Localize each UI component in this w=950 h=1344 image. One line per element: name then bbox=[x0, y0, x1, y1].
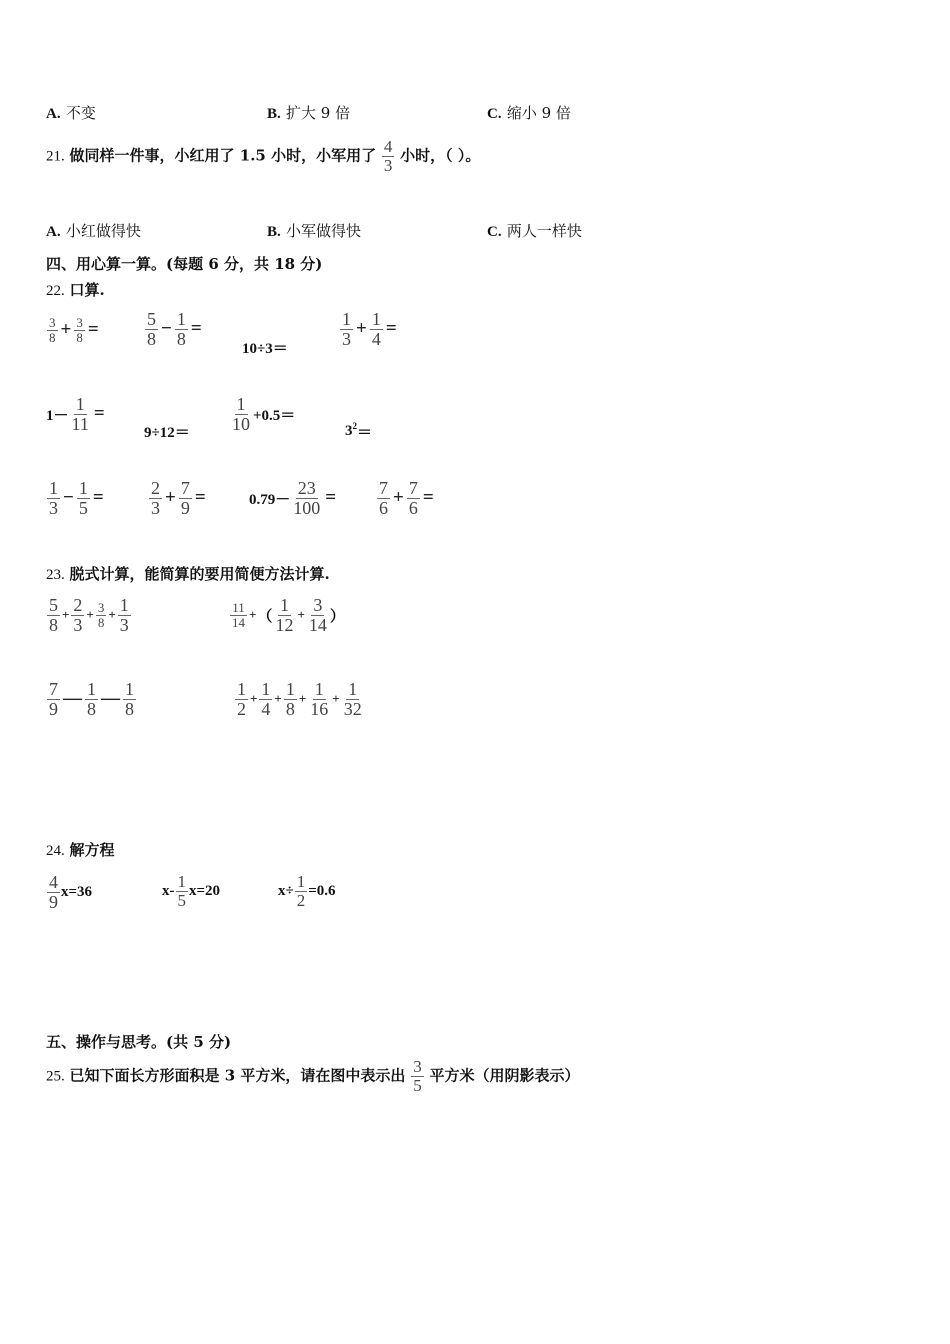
option-text: 不变 bbox=[65, 104, 96, 122]
q21-option-c bbox=[487, 220, 582, 241]
option-text: 小军做得快 bbox=[286, 222, 362, 240]
option-text: 两人一样快 bbox=[506, 222, 582, 240]
question-number: 21. bbox=[46, 148, 65, 165]
option-text: 小红做得快 bbox=[65, 222, 141, 240]
question-text: 做同样一件事，小红用了 1.5 小时，小军用了 bbox=[69, 146, 377, 165]
q22-expr-1: $\frac{3}{8}$ + $\frac{3}{8}$ = bbox=[49, 315, 99, 345]
q22-expr-10: $\frac{2}{3}$ + $\frac{7}{9}$ = bbox=[151, 478, 206, 518]
q20-option-b bbox=[267, 102, 350, 123]
q21-option-a bbox=[46, 220, 141, 241]
q22-expr-6: 9÷12＝ bbox=[144, 425, 190, 441]
question-24 bbox=[46, 840, 115, 861]
q21-option-b bbox=[267, 220, 361, 241]
q24-equation-3: x÷ $\frac{1}{2}$ =0.6 bbox=[278, 872, 336, 910]
question-number: 23. bbox=[46, 567, 65, 583]
q23-expr-4: $\frac{1}{2}$ + $\frac{1}{4}$ + $\frac{1}{8}$ + $\frac{1}{16}$ + $\frac{1}{32}$ bbox=[237, 679, 362, 719]
question-title: 脱式计算，能简算的要用简便方法计算. bbox=[69, 565, 330, 583]
question-number: 25. bbox=[46, 1068, 65, 1085]
fraction: $\frac{4}{3}$ bbox=[383, 137, 393, 175]
question-25 bbox=[46, 1058, 580, 1095]
section-5-title: 五、操作与思考。(共 5 分) bbox=[46, 1033, 232, 1051]
option-text: 缩小 9 倍 bbox=[506, 104, 571, 122]
option-text: 扩大 9 倍 bbox=[286, 104, 351, 122]
question-text: 已知下面长方形面积是 3 平方米，请在图中表示出 bbox=[69, 1066, 406, 1085]
q22-expr-4: $\frac{1}{3}$ + $\frac{1}{4}$ = bbox=[342, 309, 397, 349]
question-number: 22. bbox=[46, 283, 65, 299]
question-text-after: 小时，（ ）。 bbox=[400, 146, 481, 165]
question-22 bbox=[46, 280, 105, 301]
question-title: 口算. bbox=[69, 281, 105, 299]
q22-expr-8: $3^2=$ bbox=[345, 421, 373, 442]
option-letter: C. bbox=[487, 224, 502, 240]
q22-expr-3: 10÷3＝ bbox=[242, 341, 288, 357]
q22-expr-5: 1－ $\frac{1}{11}$ = bbox=[46, 394, 105, 434]
q22-expr-7: $\frac{1}{10}$ +0.5＝ bbox=[232, 394, 296, 434]
q22-expr-12: $\frac{7}{6}$ + $\frac{7}{6}$ = bbox=[379, 478, 434, 518]
option-letter: A. bbox=[46, 106, 61, 122]
question-title: 解方程 bbox=[69, 841, 115, 859]
q24-equation-1: $\frac{4}{9}$ x=36 bbox=[49, 872, 93, 912]
q23-expr-2: $\frac{11}{14}$ +（ $\frac{1}{12}$ + $\frac{3}{14}$ ） bbox=[232, 595, 345, 635]
question-23 bbox=[46, 564, 330, 585]
section-4-title: 四、用心算一算。(每题 6 分，共 18 分) bbox=[46, 255, 323, 273]
q22-expr-11: 0.79－ $\frac{23}{100}$ = bbox=[249, 478, 337, 518]
q20-option-a bbox=[46, 102, 96, 123]
question-21 bbox=[46, 138, 480, 175]
option-letter: B. bbox=[267, 224, 281, 240]
question-number: 24. bbox=[46, 843, 65, 859]
question-text-after: 平方米（用阴影表示） bbox=[429, 1066, 580, 1085]
q24-equation-2: x- $\frac{1}{5}$ x=20 bbox=[162, 872, 221, 910]
q22-expr-2: $\frac{5}{8}$ − $\frac{1}{8}$ = bbox=[147, 309, 202, 349]
q20-option-c bbox=[487, 102, 571, 123]
option-letter: A. bbox=[46, 224, 61, 240]
option-letter: C. bbox=[487, 106, 502, 122]
fraction: $\frac{3}{5}$ bbox=[413, 1057, 422, 1095]
q23-expr-1: $\frac{5}{8}$ + $\frac{2}{3}$ + $\frac{3}{8}$ + $\frac{1}{3}$ bbox=[49, 595, 129, 635]
option-letter: B. bbox=[267, 106, 281, 122]
q23-expr-3: $\frac{7}{9}$ — $\frac{1}{8}$ — $\frac{1}{8}$ bbox=[49, 679, 134, 719]
q22-expr-9: $\frac{1}{3}$ − $\frac{1}{5}$ = bbox=[49, 478, 104, 518]
